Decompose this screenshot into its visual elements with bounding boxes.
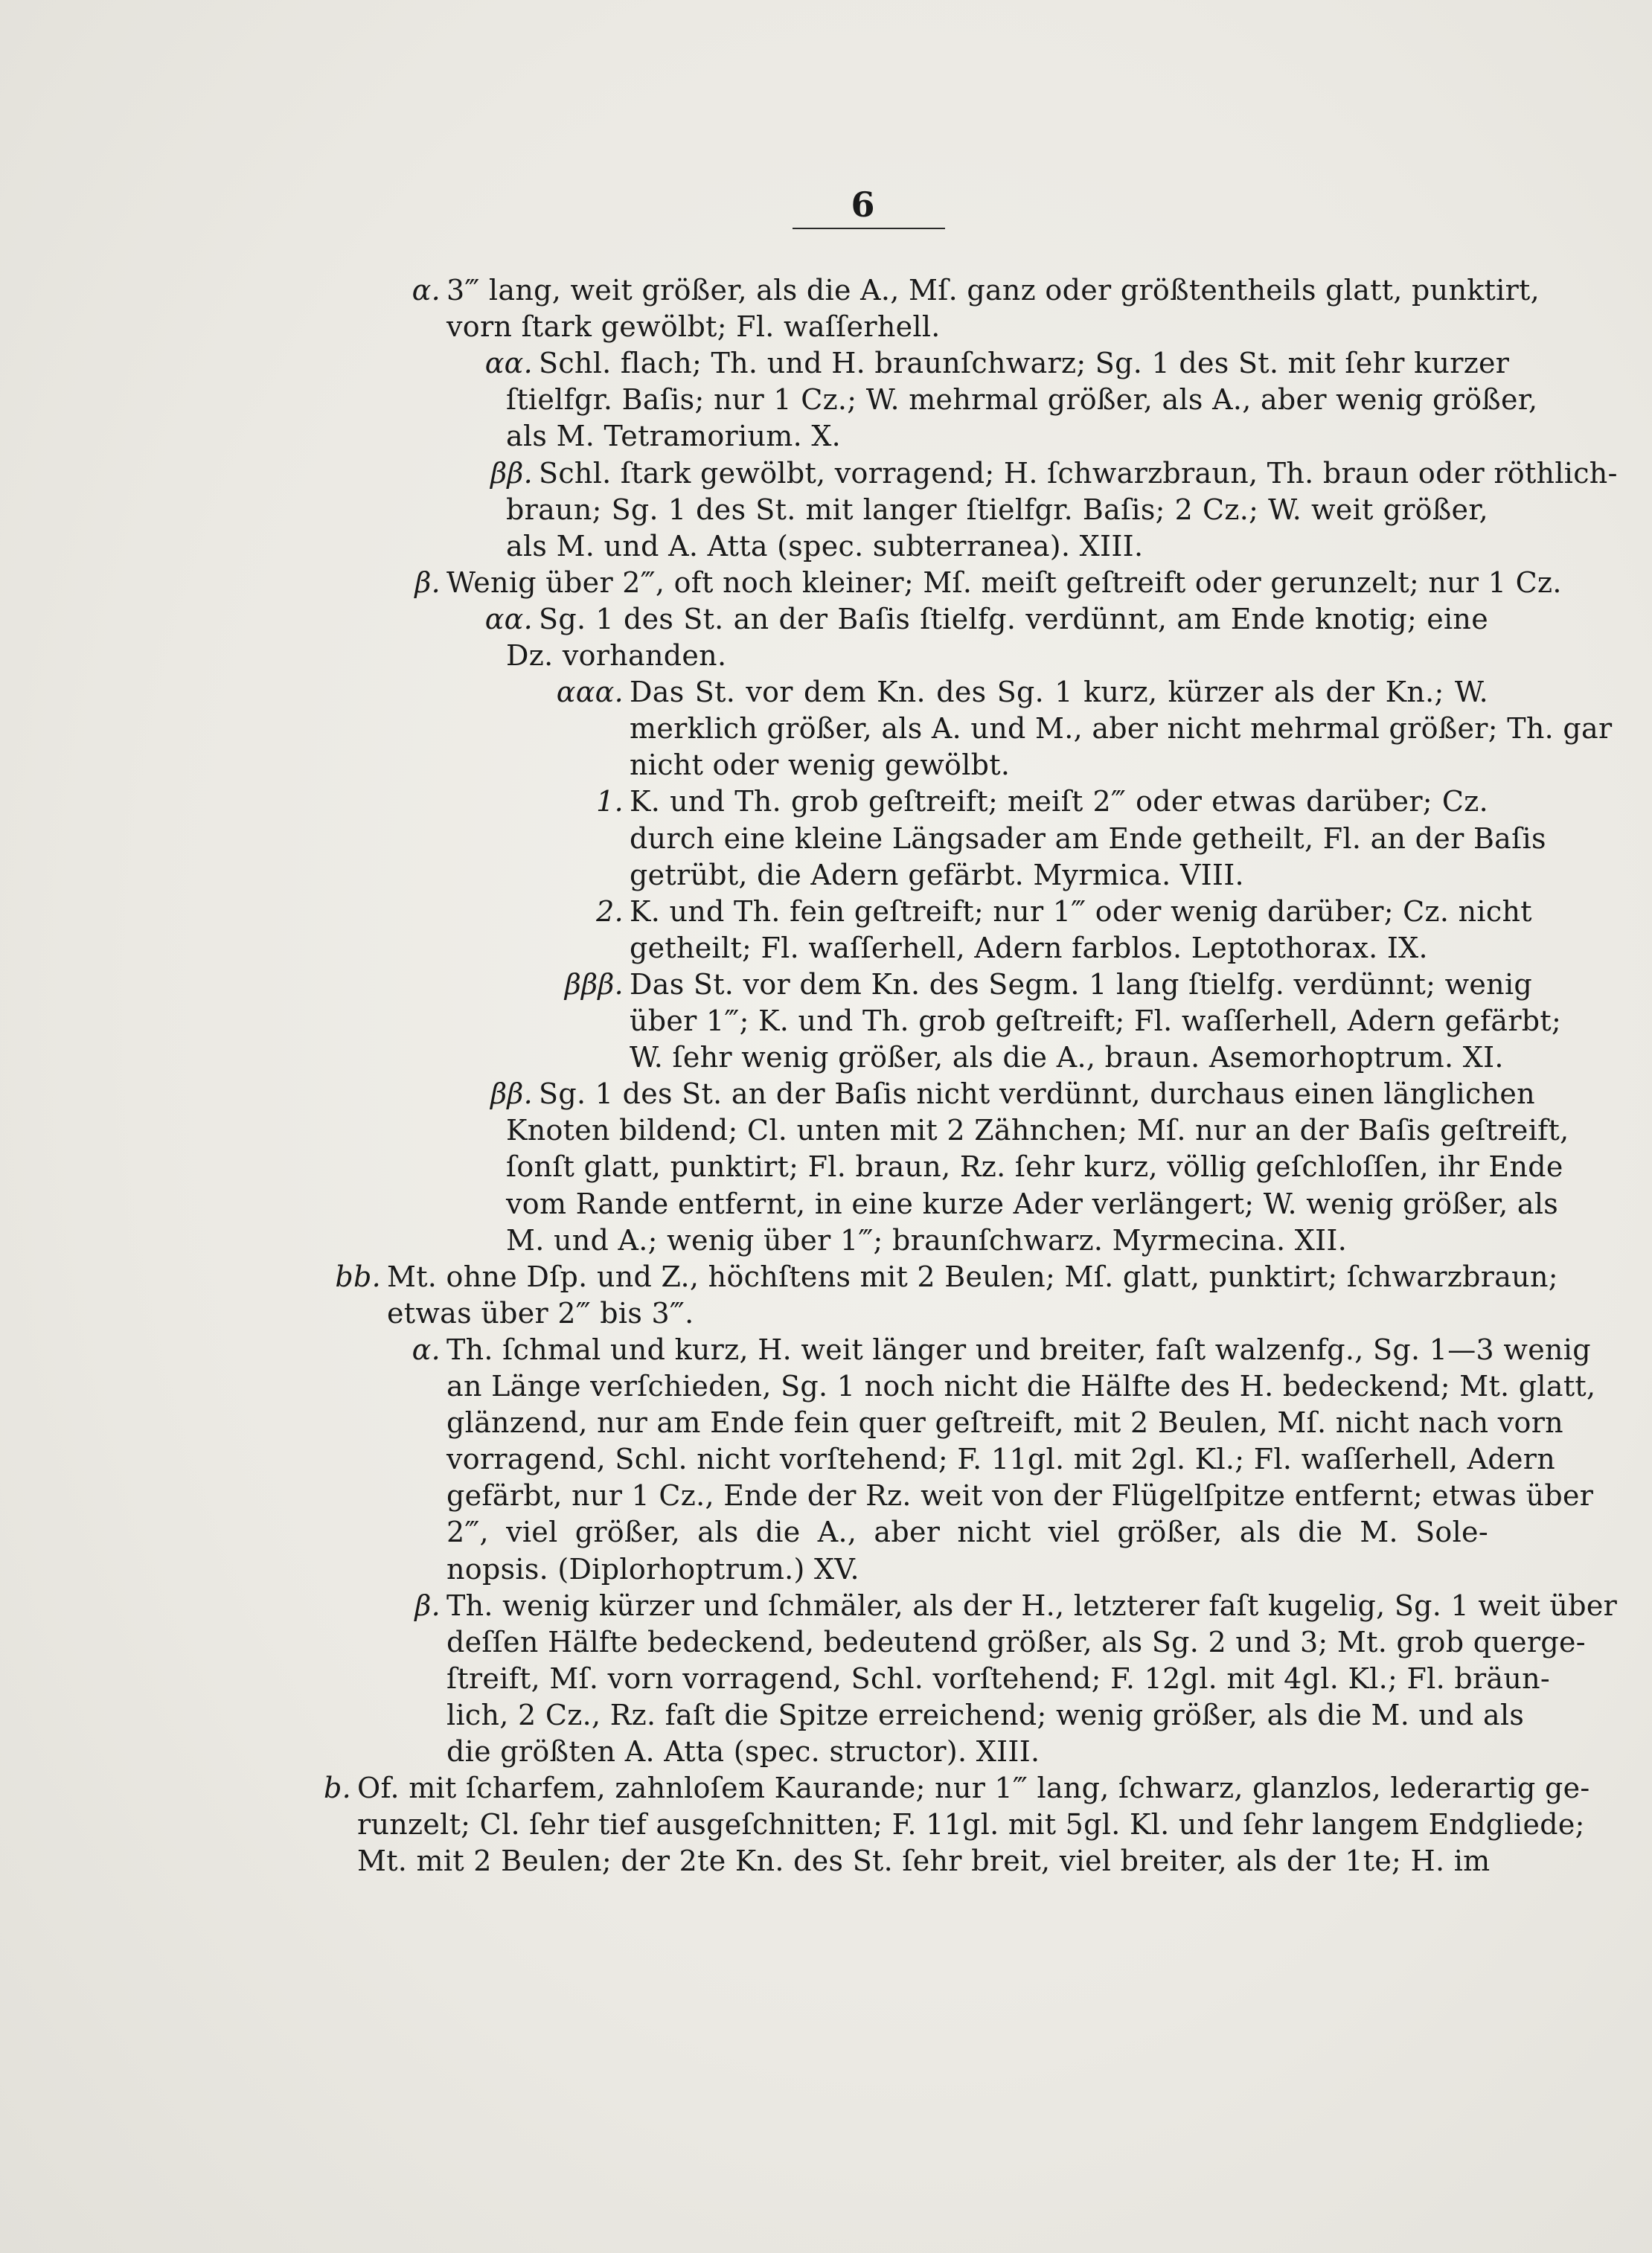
line-text: vorragend, Schl. nicht vorſtehend; F. 11gl. mit 2gl. Kl.; Fl. waſſerhell, Adern [446,1443,1556,1475]
line-text: glänzend, nur am Ende fein quer geſtreift, mit 2 Beulen, Mſ. nicht nach vorn [446,1406,1563,1439]
text-line [0,1548,1652,1590]
line-marker: α. [412,274,441,307]
line-marker: bb. [335,1260,381,1293]
line-text: merklich größer, als A. und M., aber nicht mehrmal größer; Th. gar [630,712,1613,745]
line-text: Dz. vorhanden. [506,639,727,672]
line-marker: β. [414,1589,441,1622]
text-line [0,635,1652,676]
text-line [0,1073,1652,1115]
text-line [0,1511,1652,1553]
text-line [0,708,1652,749]
line-text: K. und Th. grob geſtreift; meiſt 2‴ oder etwas darüber; Cz. [630,785,1488,818]
line-text: vorn ſtark gewölbt; Fl. waſſerhell. [446,310,941,343]
line-text: Wenig über 2‴, oft noch kleiner; Mſ. meiſt geſtreift oder gerunzelt; nur 1 Cz. [446,566,1562,599]
line-text: als M. und A. Atta (spec. subterranea). XIII. [506,530,1144,563]
text-line [0,1438,1652,1480]
line-marker: βββ. [564,968,624,1001]
text-line [0,1292,1652,1334]
line-text: nopsis. (Diplorhoptrum.) XV. [446,1553,859,1586]
line-text: Schl. ſtark gewölbt, vorragend; H. ſchwarzbraun, Th. braun oder röthlich- [539,457,1618,490]
line-text: Knoten bildend; Cl. unten mit 2 Zähnchen; Mſ. nur an der Baſis geſtreift, [506,1114,1569,1147]
line-text: M. und A.; wenig über 1‴; braunſchwarz. Myrmecina. XII. [506,1224,1348,1257]
text-line [0,598,1652,640]
text-line [0,818,1652,859]
text-line [0,1767,1652,1809]
text-line [0,1109,1652,1151]
line-marker: β. [414,566,441,599]
line-marker: 1. [596,785,624,818]
line-text: K. und Th. fein geſtreift; nur 1‴ oder wenig darüber; Cz. nicht [630,895,1532,928]
line-marker: ααα. [556,676,624,708]
text-line [0,854,1652,896]
text-line [0,379,1652,420]
text-line [0,1694,1652,1736]
line-text: 2‴, viel größer, als die A., aber nicht viel größer, als die M. Sole- [446,1516,1488,1548]
line-text: braun; Sg. 1 des St. mit langer ſtielfgr. Baſis; 2 Cz.; W. weit größer, [506,493,1488,526]
text-line [0,1256,1652,1298]
text-line [0,891,1652,932]
line-marker: ββ. [490,457,533,490]
line-text: Th. ſchmal und kurz, H. weit länger und breiter, faſt walzenfg., Sg. 1—3 wenig [446,1333,1591,1366]
text-line [0,927,1652,969]
line-text: Mt. mit 2 Beulen; der 2te Kn. des St. ſehr breit, viel breiter, als der 1te; H. im [357,1845,1491,1877]
text-line [0,1220,1652,1261]
line-text: gefärbt, nur 1 Cz., Ende der Rz. weit von der Flügelſpitze entfernt; etwas über [446,1479,1594,1512]
line-text: ſtreift, Mſ. vorn vorragend, Schl. vorſtehend; F. 12gl. mit 4gl. Kl.; Fl. bräun- [446,1662,1551,1695]
text-line [0,415,1652,457]
text-line [0,269,1652,311]
page-number: 6 [851,185,876,225]
line-text: als M. Tetramorium. X. [506,420,842,452]
line-text: getrübt, die Adern gefärbt. Myrmica. VIII. [630,859,1244,891]
text-line [0,1585,1652,1627]
text-line [0,562,1652,603]
line-text: Th. wenig kürzer und ſchmäler, als der H., letzterer faſt kugelig, Sg. 1 weit über [446,1589,1618,1622]
line-text: 3‴ lang, weit größer, als die A., Mſ. ganz oder größtentheils glatt, punktirt, [446,274,1540,307]
line-text: vom Rande entfernt, in eine kurze Ader verlängert; W. wenig größer, als [506,1188,1559,1220]
text-line [0,1146,1652,1188]
text-line [0,1621,1652,1663]
line-text: W. ſehr wenig größer, als die A., braun. Asemorhoptrum. XI. [630,1041,1504,1074]
text-line [0,781,1652,822]
text-line [0,1365,1652,1407]
line-text: Sg. 1 des St. an der Baſis nicht verdünnt, durchaus einen länglichen [539,1077,1535,1110]
line-text: Of. mit ſcharfem, zahnloſem Kaurande; nur 1‴ lang, ſchwarz, glanzlos, lederartig ge- [357,1772,1590,1804]
line-text: ſtielfgr. Baſis; nur 1 Cz.; W. mehrmal größer, als A., aber wenig größer, [506,383,1538,416]
text-line [0,1658,1652,1699]
line-marker: 2. [596,895,624,928]
text-line [0,744,1652,786]
line-text: über 1‴; K. und Th. grob geſtreift; Fl. waſſerhell, Adern gefärbt; [630,1004,1562,1037]
line-text: runzelt; Cl. ſehr tief ausgeſchnitten; F. 11gl. mit 5gl. Kl. und ſehr langem Endgliede; [357,1808,1585,1841]
text-line [0,1183,1652,1225]
line-marker: αα. [484,603,533,635]
header-rule [793,228,945,229]
text-line [0,1036,1652,1078]
text-line [0,525,1652,567]
text-line [0,964,1652,1005]
line-text: Mt. ohne Dſp. und Z., höchſtens mit 2 Beulen; Mſ. glatt, punktirt; ſchwarzbraun; [387,1260,1558,1293]
line-text: an Länge verſchieden, Sg. 1 noch nicht die Hälfte des H. bedeckend; Mt. glatt, [446,1370,1596,1403]
text-line [0,1329,1652,1371]
text-line [0,1731,1652,1772]
line-text: durch eine kleine Längsader am Ende getheilt, Fl. an der Baſis [630,822,1546,855]
line-marker: b. [323,1772,351,1804]
line-text: Sg. 1 des St. an der Baſis ſtielfg. verdünnt, am Ende knotig; eine [539,603,1488,635]
line-text: Schl. flach; Th. und H. braunſchwarz; Sg. 1 des St. mit ſehr kurzer [539,347,1510,379]
line-text: etwas über 2‴ bis 3‴. [387,1297,694,1330]
line-text: lich, 2 Cz., Rz. faſt die Spitze erreichend; wenig größer, als die M. und als [446,1699,1525,1731]
line-text: Das St. vor dem Kn. des Sg. 1 kurz, kürzer als der Kn.; W. [630,676,1488,708]
line-text: ſonſt glatt, punktirt; Fl. braun, Rz. ſehr kurz, völlig geſchloſſen, ihr Ende [506,1150,1563,1183]
text-line [0,342,1652,384]
text-line [0,1000,1652,1042]
text-line [0,1840,1652,1882]
line-text: nicht oder wenig gewölbt. [630,749,1011,781]
line-marker: ββ. [490,1077,533,1110]
line-text: deſſen Hälfte bedeckend, bedeutend größer, als Sg. 2 und 3; Mt. grob querge- [446,1626,1586,1658]
line-text: getheilt; Fl. waſſerhell, Adern farblos. Leptothorax. IX. [630,932,1428,964]
text-line [0,306,1652,347]
text-line [0,1402,1652,1443]
line-marker: αα. [484,347,533,379]
text-line [0,489,1652,531]
text-line [0,452,1652,494]
text-line [0,1475,1652,1516]
line-text: die größten A. Atta (spec. structor). XIII. [446,1735,1040,1768]
line-text: Das St. vor dem Kn. des Segm. 1 lang ſtielfg. verdünnt; wenig [630,968,1533,1001]
text-line [0,671,1652,713]
text-line [0,1804,1652,1845]
line-marker: α. [412,1333,441,1366]
